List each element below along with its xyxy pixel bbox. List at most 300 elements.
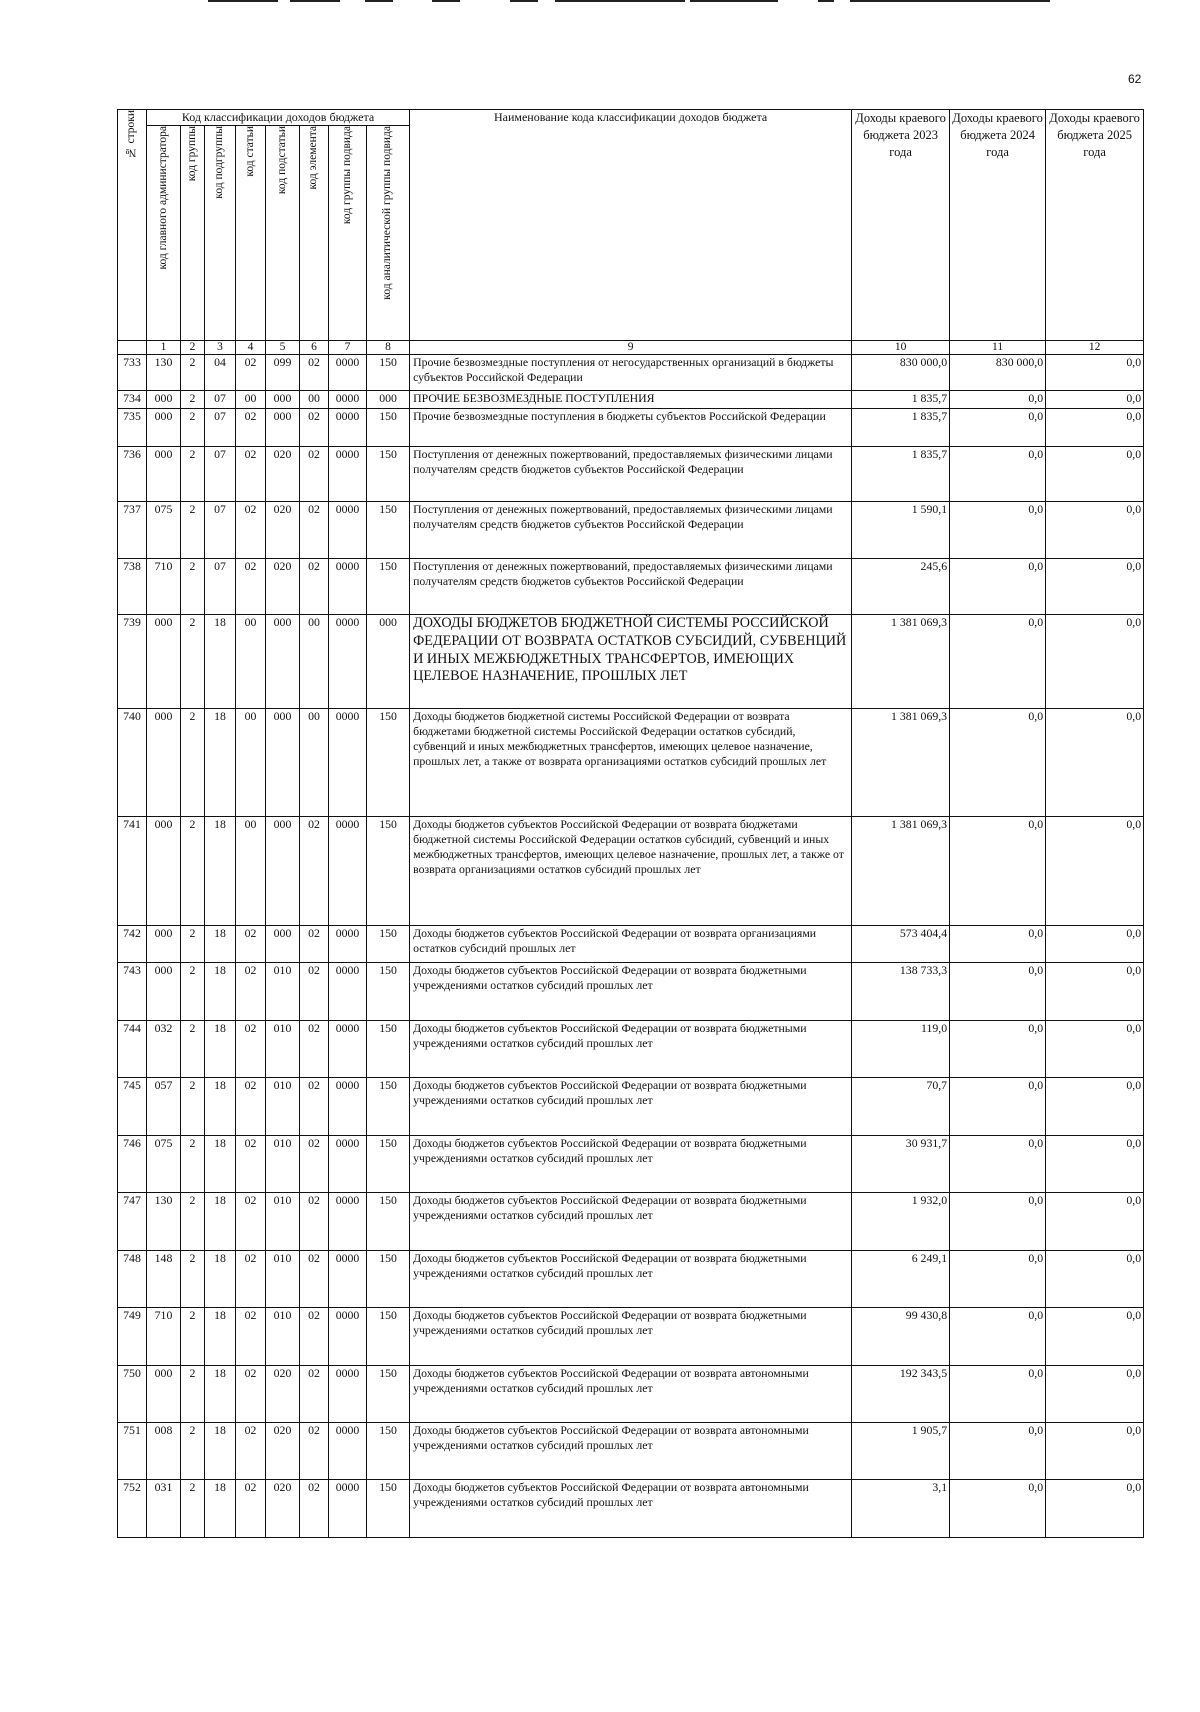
- value-2025: 0,0: [1046, 502, 1144, 559]
- row-number: 748: [118, 1251, 147, 1308]
- value-2023: 99 430,8: [852, 1308, 950, 1366]
- subgroup-code: 18: [205, 1021, 236, 1078]
- subtype-group-code: 0000: [329, 355, 367, 391]
- subarticle-code: 020: [266, 1480, 300, 1538]
- column-number: 6: [300, 341, 329, 355]
- value-2025: 0,0: [1046, 1251, 1144, 1308]
- group-code: 2: [181, 1480, 205, 1538]
- scan-edge-mark: [690, 0, 778, 2]
- subgroup-code: 18: [205, 1366, 236, 1423]
- group-code: 2: [181, 1423, 205, 1480]
- scan-edge-mark: [432, 0, 460, 2]
- subtype-group-code: 0000: [329, 615, 367, 709]
- group-code: 2: [181, 409, 205, 447]
- group-code: 2: [181, 391, 205, 409]
- subarticle-code: 010: [266, 1308, 300, 1366]
- income-name: Доходы бюджетов субъектов Российской Федерации от возврата автономными учреждениями остатков субсидий прошлых лет: [410, 1480, 852, 1538]
- subgroup-code: 18: [205, 1480, 236, 1538]
- article-code: 02: [236, 1308, 266, 1366]
- value-2023: 1 590,1: [852, 502, 950, 559]
- group-code: 2: [181, 963, 205, 1021]
- income-name: Прочие безвозмездные поступления в бюджеты субъектов Российской Федерации: [410, 409, 852, 447]
- value-2023: 1 381 069,3: [852, 817, 950, 926]
- column-number: 9: [410, 341, 852, 355]
- value-2025: 0,0: [1046, 1366, 1144, 1423]
- value-2025: 0,0: [1046, 409, 1144, 447]
- admin-code: 000: [147, 391, 181, 409]
- subarticle-code: 000: [266, 817, 300, 926]
- article-code: 02: [236, 1078, 266, 1136]
- value-2023: 1 835,7: [852, 447, 950, 502]
- subtype-group-code: 0000: [329, 1308, 367, 1366]
- element-code: 02: [300, 817, 329, 926]
- header-group-code: код группы: [181, 126, 205, 341]
- row-number: 739: [118, 615, 147, 709]
- admin-code: 000: [147, 409, 181, 447]
- analytic-code: 150: [367, 502, 410, 559]
- article-code: 00: [236, 709, 266, 817]
- element-code: 02: [300, 447, 329, 502]
- column-number: 5: [266, 341, 300, 355]
- table-row: [118, 1136, 1144, 1193]
- table-row: [118, 391, 1144, 409]
- column-number: 12: [1046, 341, 1144, 355]
- table-row: [118, 355, 1144, 391]
- group-code: 2: [181, 1251, 205, 1308]
- subtype-group-code: 0000: [329, 409, 367, 447]
- article-code: 02: [236, 502, 266, 559]
- analytic-code: 150: [367, 355, 410, 391]
- value-2025: 0,0: [1046, 615, 1144, 709]
- article-code: 02: [236, 409, 266, 447]
- subgroup-code: 18: [205, 709, 236, 817]
- article-code: 02: [236, 1251, 266, 1308]
- value-2023: 3,1: [852, 1480, 950, 1538]
- element-code: 02: [300, 409, 329, 447]
- analytic-code: 150: [367, 1366, 410, 1423]
- group-code: 2: [181, 502, 205, 559]
- subtype-group-code: 0000: [329, 1480, 367, 1538]
- admin-code: 075: [147, 1136, 181, 1193]
- value-2023: 1 835,7: [852, 409, 950, 447]
- element-code: 02: [300, 502, 329, 559]
- row-number: 745: [118, 1078, 147, 1136]
- admin-code: 130: [147, 355, 181, 391]
- subgroup-code: 18: [205, 817, 236, 926]
- subarticle-code: 000: [266, 926, 300, 963]
- header-subarticle-code: код подстатьи: [266, 126, 300, 341]
- value-2024: 0,0: [950, 391, 1046, 409]
- element-code: 02: [300, 559, 329, 615]
- income-name: Доходы бюджетов субъектов Российской Федерации от возврата автономными учреждениями остатков субсидий прошлых лет: [410, 1366, 852, 1423]
- subarticle-code: 000: [266, 409, 300, 447]
- subarticle-code: 010: [266, 1251, 300, 1308]
- subtype-group-code: 0000: [329, 709, 367, 817]
- admin-code: 057: [147, 1078, 181, 1136]
- column-number: 3: [205, 341, 236, 355]
- subgroup-code: 04: [205, 355, 236, 391]
- admin-code: 008: [147, 1423, 181, 1480]
- analytic-code: 150: [367, 709, 410, 817]
- scan-edge-mark: [290, 0, 340, 2]
- header-code-group: Код классификации доходов бюджета: [147, 110, 410, 126]
- subarticle-code: 010: [266, 1021, 300, 1078]
- row-number: 741: [118, 817, 147, 926]
- subarticle-code: 020: [266, 1423, 300, 1480]
- scan-edge-mark: [818, 0, 834, 2]
- row-number: 735: [118, 409, 147, 447]
- table-row: [118, 926, 1144, 963]
- subtype-group-code: 0000: [329, 391, 367, 409]
- header-analytic-group-code: код аналитической группы подвида: [367, 126, 410, 341]
- column-number: 7: [329, 341, 367, 355]
- income-name: Прочие безвозмездные поступления от негосударственных организаций в бюджеты субъектов Российской Федерации: [410, 355, 852, 391]
- income-name: Доходы бюджетов субъектов Российской Федерации от возврата бюджетными учреждениями остатков субсидий прошлых лет: [410, 963, 852, 1021]
- subarticle-code: 010: [266, 963, 300, 1021]
- income-name: Доходы бюджетов субъектов Российской Федерации от возврата бюджетными учреждениями остатков субсидий прошлых лет: [410, 1021, 852, 1078]
- subgroup-code: 18: [205, 1078, 236, 1136]
- subarticle-code: 010: [266, 1078, 300, 1136]
- article-code: 02: [236, 1021, 266, 1078]
- value-2024: 0,0: [950, 926, 1046, 963]
- table-row: [118, 1251, 1144, 1308]
- subgroup-code: 07: [205, 502, 236, 559]
- income-name: Доходы бюджетов субъектов Российской Федерации от возврата бюджетными учреждениями остатков субсидий прошлых лет: [410, 1136, 852, 1193]
- group-code: 2: [181, 926, 205, 963]
- income-name: Доходы бюджетов субъектов Российской Федерации от возврата автономными учреждениями остатков субсидий прошлых лет: [410, 1423, 852, 1480]
- analytic-code: 000: [367, 615, 410, 709]
- column-number: [118, 341, 147, 355]
- admin-code: 000: [147, 817, 181, 926]
- value-2024: 0,0: [950, 1480, 1046, 1538]
- subtype-group-code: 0000: [329, 1078, 367, 1136]
- value-2024: 0,0: [950, 1423, 1046, 1480]
- article-code: 00: [236, 615, 266, 709]
- analytic-code: 150: [367, 963, 410, 1021]
- article-code: 02: [236, 1136, 266, 1193]
- table-row: [118, 817, 1144, 926]
- column-number: 8: [367, 341, 410, 355]
- element-code: 02: [300, 926, 329, 963]
- value-2023: 1 381 069,3: [852, 709, 950, 817]
- analytic-code: 150: [367, 926, 410, 963]
- article-code: 02: [236, 447, 266, 502]
- header-name: Наименование кода классификации доходов бюджета: [410, 110, 852, 341]
- row-number: 736: [118, 447, 147, 502]
- subgroup-code: 07: [205, 559, 236, 615]
- value-2025: 0,0: [1046, 1423, 1144, 1480]
- table-row: [118, 1308, 1144, 1366]
- element-code: 02: [300, 1136, 329, 1193]
- row-number: 746: [118, 1136, 147, 1193]
- row-number: 737: [118, 502, 147, 559]
- subarticle-code: 020: [266, 447, 300, 502]
- analytic-code: 150: [367, 409, 410, 447]
- table-row: [118, 502, 1144, 559]
- header-element-code: код элемента: [300, 126, 329, 341]
- row-number: 733: [118, 355, 147, 391]
- value-2023: 119,0: [852, 1021, 950, 1078]
- value-2025: 0,0: [1046, 391, 1144, 409]
- header-subtype-group-code: код группы подвида: [329, 126, 367, 341]
- value-2024: 0,0: [950, 1078, 1046, 1136]
- income-name: Доходы бюджетов субъектов Российской Федерации от возврата бюджетными учреждениями остатков субсидий прошлых лет: [410, 1193, 852, 1251]
- header-year-2023: Доходы краевого бюджета 2023 года: [852, 110, 950, 341]
- analytic-code: 150: [367, 1480, 410, 1538]
- element-code: 00: [300, 391, 329, 409]
- element-code: 02: [300, 1308, 329, 1366]
- element-code: 02: [300, 1251, 329, 1308]
- admin-code: 148: [147, 1251, 181, 1308]
- subarticle-code: 000: [266, 709, 300, 817]
- subtype-group-code: 0000: [329, 1251, 367, 1308]
- subgroup-code: 18: [205, 963, 236, 1021]
- subgroup-code: 18: [205, 1136, 236, 1193]
- value-2023: 1 835,7: [852, 391, 950, 409]
- value-2024: 0,0: [950, 817, 1046, 926]
- value-2024: 0,0: [950, 709, 1046, 817]
- value-2025: 0,0: [1046, 559, 1144, 615]
- column-number: 4: [236, 341, 266, 355]
- admin-code: 130: [147, 1193, 181, 1251]
- article-code: 02: [236, 1193, 266, 1251]
- element-code: 02: [300, 963, 329, 1021]
- income-name: Доходы бюджетов субъектов Российской Федерации от возврата бюджетными учреждениями остатков субсидий прошлых лет: [410, 1078, 852, 1136]
- group-code: 2: [181, 709, 205, 817]
- subgroup-code: 07: [205, 447, 236, 502]
- element-code: 02: [300, 1193, 329, 1251]
- subgroup-code: 18: [205, 926, 236, 963]
- scan-edge-mark: [850, 0, 1050, 2]
- income-name: Доходы бюджетов субъектов Российской Федерации от возврата бюджетами бюджетной системы Российской Федерации остатков субсидий, субвенций и иных межбюджетных трансфертов, имеющих целевое назначение, прошлых лет, а также от возврата организациями остатков субсидий прошлых лет: [410, 817, 852, 926]
- value-2024: 0,0: [950, 447, 1046, 502]
- admin-code: 000: [147, 447, 181, 502]
- group-code: 2: [181, 1366, 205, 1423]
- admin-code: 000: [147, 926, 181, 963]
- analytic-code: 150: [367, 1251, 410, 1308]
- admin-code: 031: [147, 1480, 181, 1538]
- subarticle-code: 000: [266, 615, 300, 709]
- subarticle-code: 020: [266, 1366, 300, 1423]
- element-code: 00: [300, 709, 329, 817]
- header-admin-code: код главного администратора: [147, 126, 181, 341]
- value-2024: 0,0: [950, 615, 1046, 709]
- admin-code: 000: [147, 963, 181, 1021]
- analytic-code: 150: [367, 1423, 410, 1480]
- value-2024: 0,0: [950, 502, 1046, 559]
- row-number: 750: [118, 1366, 147, 1423]
- analytic-code: 000: [367, 391, 410, 409]
- analytic-code: 150: [367, 1078, 410, 1136]
- value-2025: 0,0: [1046, 1480, 1144, 1538]
- group-code: 2: [181, 1021, 205, 1078]
- column-number: 11: [950, 341, 1046, 355]
- income-name: ПРОЧИЕ БЕЗВОЗМЕЗДНЫЕ ПОСТУПЛЕНИЯ: [410, 391, 852, 409]
- subgroup-code: 18: [205, 1251, 236, 1308]
- analytic-code: 150: [367, 1021, 410, 1078]
- value-2024: 0,0: [950, 559, 1046, 615]
- row-number: 738: [118, 559, 147, 615]
- value-2025: 0,0: [1046, 926, 1144, 963]
- income-name: Поступления от денежных пожертвований, предоставляемых физическими лицами получателям средств бюджетов субъектов Российской Федерации: [410, 447, 852, 502]
- value-2025: 0,0: [1046, 1021, 1144, 1078]
- table-row: [118, 963, 1144, 1021]
- subarticle-code: 020: [266, 559, 300, 615]
- value-2023: 70,7: [852, 1078, 950, 1136]
- column-number: 2: [181, 341, 205, 355]
- article-code: 02: [236, 963, 266, 1021]
- header-year-2025: Доходы краевого бюджета 2025 года: [1046, 110, 1144, 341]
- group-code: 2: [181, 817, 205, 926]
- admin-code: 710: [147, 1308, 181, 1366]
- group-code: 2: [181, 355, 205, 391]
- header-row-number: № строки: [118, 110, 147, 341]
- value-2025: 0,0: [1046, 355, 1144, 391]
- table-row: [118, 559, 1144, 615]
- value-2025: 0,0: [1046, 447, 1144, 502]
- admin-code: 000: [147, 1366, 181, 1423]
- group-code: 2: [181, 447, 205, 502]
- income-name: ДОХОДЫ БЮДЖЕТОВ БЮДЖЕТНОЙ СИСТЕМЫ РОССИЙСКОЙ ФЕДЕРАЦИИ ОТ ВОЗВРАТА ОСТАТКОВ СУБСИДИЙ, СУБВЕНЦИЙ И ИНЫХ МЕЖБЮДЖЕТНЫХ ТРАНСФЕРТОВ, ИМЕЮЩИХ ЦЕЛЕВОЕ НАЗНАЧЕНИЕ, ПРОШЛЫХ ЛЕТ: [410, 615, 852, 709]
- table-row: [118, 409, 1144, 447]
- value-2023: 30 931,7: [852, 1136, 950, 1193]
- article-code: 02: [236, 1423, 266, 1480]
- column-number-row: [118, 341, 1144, 355]
- table-row: [118, 447, 1144, 502]
- article-code: 02: [236, 1480, 266, 1538]
- article-code: 00: [236, 817, 266, 926]
- subgroup-code: 18: [205, 1423, 236, 1480]
- subgroup-code: 18: [205, 1193, 236, 1251]
- table-row: [118, 1366, 1144, 1423]
- table-row: [118, 615, 1144, 709]
- header-article-code: код статьи: [236, 126, 266, 341]
- value-2025: 0,0: [1046, 1136, 1144, 1193]
- value-2023: 1 381 069,3: [852, 615, 950, 709]
- group-code: 2: [181, 559, 205, 615]
- group-code: 2: [181, 1136, 205, 1193]
- value-2024: 0,0: [950, 1251, 1046, 1308]
- header-year-2024: Доходы краевого бюджета 2024 года: [950, 110, 1046, 341]
- income-name: Доходы бюджетов субъектов Российской Федерации от возврата организациями остатков субсидий прошлых лет: [410, 926, 852, 963]
- subtype-group-code: 0000: [329, 1366, 367, 1423]
- value-2023: 1 905,7: [852, 1423, 950, 1480]
- value-2025: 0,0: [1046, 817, 1144, 926]
- subtype-group-code: 0000: [329, 559, 367, 615]
- value-2025: 0,0: [1046, 1193, 1144, 1251]
- subgroup-code: 07: [205, 409, 236, 447]
- article-code: 02: [236, 1366, 266, 1423]
- element-code: 00: [300, 615, 329, 709]
- scan-edge-mark: [555, 0, 685, 2]
- group-code: 2: [181, 1308, 205, 1366]
- subtype-group-code: 0000: [329, 963, 367, 1021]
- value-2023: 6 249,1: [852, 1251, 950, 1308]
- subtype-group-code: 0000: [329, 1423, 367, 1480]
- table-row: [118, 1193, 1144, 1251]
- value-2025: 0,0: [1046, 709, 1144, 817]
- value-2023: 1 932,0: [852, 1193, 950, 1251]
- analytic-code: 150: [367, 1308, 410, 1366]
- value-2025: 0,0: [1046, 963, 1144, 1021]
- admin-code: 000: [147, 709, 181, 817]
- subtype-group-code: 0000: [329, 447, 367, 502]
- analytic-code: 150: [367, 447, 410, 502]
- page-number: 62: [1128, 72, 1142, 86]
- income-name: Поступления от денежных пожертвований, предоставляемых физическими лицами получателям средств бюджетов субъектов Российской Федерации: [410, 559, 852, 615]
- subtype-group-code: 0000: [329, 1021, 367, 1078]
- header-subgroup-code: код подгруппы: [205, 126, 236, 341]
- group-code: 2: [181, 1193, 205, 1251]
- value-2023: 573 404,4: [852, 926, 950, 963]
- table-row: [118, 1078, 1144, 1136]
- article-code: 00: [236, 391, 266, 409]
- value-2024: 0,0: [950, 409, 1046, 447]
- row-number: 752: [118, 1480, 147, 1538]
- subtype-group-code: 0000: [329, 817, 367, 926]
- row-number: 744: [118, 1021, 147, 1078]
- article-code: 02: [236, 355, 266, 391]
- budget-income-table: [117, 109, 1144, 1538]
- subarticle-code: 010: [266, 1136, 300, 1193]
- group-code: 2: [181, 615, 205, 709]
- income-name: Доходы бюджетов бюджетной системы Российской Федерации от возврата бюджетами бюджетной системы Российской Федерации остатков субсидий, субвенций и иных межбюджетных трансфертов, имеющих целевое назначение, прошлых лет, а также от возврата организациями остатков субсидий прошлых лет: [410, 709, 852, 817]
- element-code: 02: [300, 1366, 329, 1423]
- element-code: 02: [300, 1078, 329, 1136]
- value-2024: 0,0: [950, 1308, 1046, 1366]
- value-2025: 0,0: [1046, 1308, 1144, 1366]
- article-code: 02: [236, 559, 266, 615]
- value-2024: 0,0: [950, 1136, 1046, 1193]
- element-code: 02: [300, 355, 329, 391]
- income-name: Доходы бюджетов субъектов Российской Федерации от возврата бюджетными учреждениями остатков субсидий прошлых лет: [410, 1308, 852, 1366]
- value-2023: 192 343,5: [852, 1366, 950, 1423]
- value-2023: 245,6: [852, 559, 950, 615]
- row-number: 740: [118, 709, 147, 817]
- subtype-group-code: 0000: [329, 1193, 367, 1251]
- admin-code: 710: [147, 559, 181, 615]
- value-2023: 830 000,0: [852, 355, 950, 391]
- subgroup-code: 18: [205, 1308, 236, 1366]
- row-number: 743: [118, 963, 147, 1021]
- subgroup-code: 07: [205, 391, 236, 409]
- subarticle-code: 020: [266, 502, 300, 559]
- admin-code: 000: [147, 615, 181, 709]
- value-2024: 830 000,0: [950, 355, 1046, 391]
- admin-code: 075: [147, 502, 181, 559]
- element-code: 02: [300, 1480, 329, 1538]
- group-code: 2: [181, 1078, 205, 1136]
- analytic-code: 150: [367, 1136, 410, 1193]
- subarticle-code: 010: [266, 1193, 300, 1251]
- column-number: 1: [147, 341, 181, 355]
- analytic-code: 150: [367, 817, 410, 926]
- row-number: 751: [118, 1423, 147, 1480]
- row-number: 747: [118, 1193, 147, 1251]
- table-row: [118, 1423, 1144, 1480]
- table-row: [118, 1480, 1144, 1538]
- value-2025: 0,0: [1046, 1078, 1144, 1136]
- element-code: 02: [300, 1021, 329, 1078]
- income-name: Поступления от денежных пожертвований, предоставляемых физическими лицами получателям средств бюджетов субъектов Российской Федерации: [410, 502, 852, 559]
- value-2024: 0,0: [950, 1366, 1046, 1423]
- scan-edge-mark: [365, 0, 393, 2]
- table-row: [118, 709, 1144, 817]
- analytic-code: 150: [367, 559, 410, 615]
- subtype-group-code: 0000: [329, 926, 367, 963]
- scan-edge-mark: [510, 0, 538, 2]
- column-number: 10: [852, 341, 950, 355]
